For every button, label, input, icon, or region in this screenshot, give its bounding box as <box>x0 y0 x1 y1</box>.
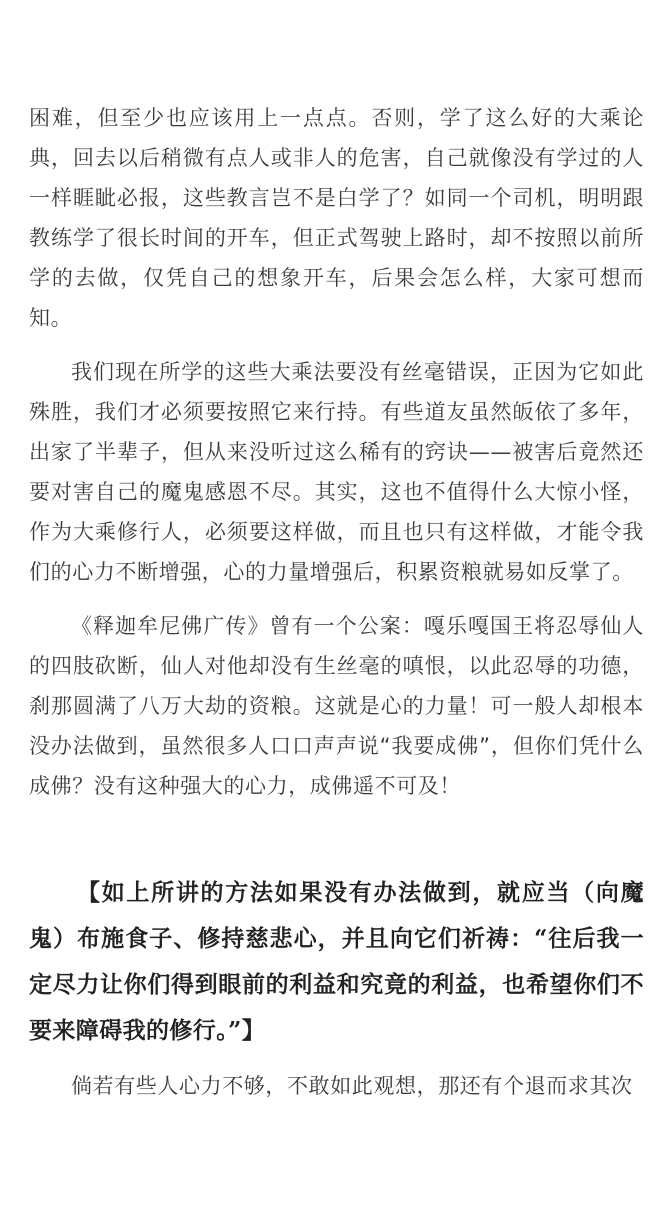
paragraph-continuation: 困难，但至少也应该用上一点点。否则，学了这么好的大乘论典，回去以后稍微有点人或非人的危害，自己就像没有学过的人一样睚眦必报，这些教言岂不是白学了？如同一个司机，明明跟教练学了很长时间的开车，但正式驾驶上路时，却不按照以前所学的去做，仅凭自己的想象开车，后果会怎么样，大家可想而知。 <box>29 106 644 330</box>
paragraph-mahayana-practice: 我们现在所学的这些大乘法要没有丝毫错误，正因为它如此殊胜，我们才必须要按照它来行持。有些道友虽然皈依了多年，出家了半辈子，但从来没听过这么稀有的窍诀——被害后竟然还要对害自己的魔鬼感恩不尽。其实，这也不值得什么大惊小怪，作为大乘修行人，必须要这样做，而且也只有这样做，才能令我们的心力不断增强，心的力量增强后，积累资粮就易如反掌了。 <box>29 360 644 584</box>
root-text-quote: 【如上所讲的方法如果没有办法做到，就应当（向魔鬼）布施食子、修持慈悲心，并且向它们祈祷：“往后我一定尽力让你们得到眼前的利益和究竟的利益，也希望你们不要来障碍我的修行。”】 <box>29 879 644 1044</box>
paragraph-buddha-story: 《释迦牟尼佛广传》曾有一个公案：嘎乐嘎国王将忍辱仙人的四肢砍断，仙人对他却没有生丝毫的嗔恨，以此忍辱的功德，刹那圆满了八万大劫的资粮。这就是心的力量！可一般人却根本没办法做到，虽然很多人口口声声说“我要成佛”，但你们凭什么成佛？没有这种强大的心力，成佛遥不可及！ <box>29 614 644 798</box>
paragraph-last: 倘若有些人心力不够，不敢如此观想，那还有个退而求其次 <box>71 1074 633 1098</box>
